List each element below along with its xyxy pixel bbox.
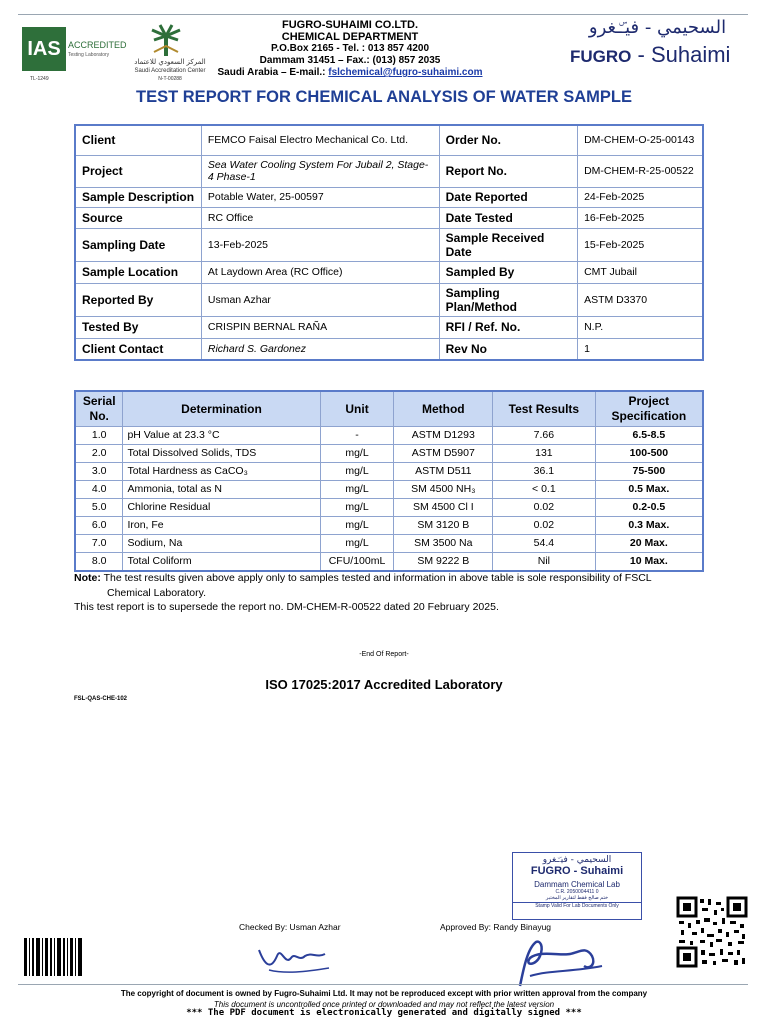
result-cell: Nil <box>493 553 596 572</box>
unit-cell: CFU/100mL <box>320 553 394 572</box>
serial-cell: 1.0 <box>75 427 123 445</box>
pobox-line: P.O.Box 2165 - Tel. : 013 857 4200 <box>270 43 430 54</box>
determination-cell: Total Coliform <box>123 553 320 572</box>
method-cell: ASTM D5907 <box>394 445 493 463</box>
uncontrolled-notice: This document is uncontrolled once printed or downloaded and may not reflect the latest version <box>213 1000 555 1009</box>
sampled-by-label: Sampled By <box>439 261 577 283</box>
sampling-plan-value: ASTM D3370 <box>578 283 703 316</box>
report-title: TEST REPORT FOR CHEMICAL ANALYSIS OF WATER SAMPLE <box>136 88 632 106</box>
sac-arabic-name: المركز السعودي للاعتماد <box>134 58 206 66</box>
qr-code-icon[interactable] <box>676 896 748 968</box>
result-cell: 54.4 <box>493 535 596 553</box>
method-cell: ASTM D1293 <box>394 427 493 445</box>
col-determination: Determination <box>123 391 320 427</box>
stamp-brand: FUGRO - Suhaimi <box>530 865 624 877</box>
col-test-results: Test Results <box>493 391 596 427</box>
iso-accreditation: ISO 17025:2017 Accredited Laboratory <box>265 677 503 692</box>
checker-signature-icon <box>255 936 335 978</box>
rfi-label: RFI / Ref. No. <box>439 316 577 338</box>
note-label: Note: <box>74 572 101 584</box>
brand-arabic: السحيمي - فيـۜـغرو <box>588 17 727 38</box>
report-value: DM-CHEM-R-25-00522 <box>578 155 703 187</box>
ias-number: TL-1249 <box>30 76 49 82</box>
brand-fugro: FUGRO <box>570 47 632 66</box>
sampling-plan-label: Sampling Plan/Method <box>439 283 577 316</box>
table-row <box>75 445 703 463</box>
result-cell: 0.02 <box>493 517 596 535</box>
email-line <box>200 67 500 79</box>
table-row <box>75 517 703 535</box>
unit-cell: - <box>320 427 394 445</box>
unit-cell: mg/L <box>320 535 394 553</box>
order-label: Order No. <box>439 125 577 155</box>
info-row <box>75 316 703 338</box>
form-code: FSL-QAS-CHE-102 <box>74 696 128 702</box>
col-specification: Project Specification <box>595 391 703 427</box>
table-row <box>75 553 703 572</box>
sampling-date-value: 13-Feb-2025 <box>201 228 439 261</box>
info-row <box>75 261 703 283</box>
sample-desc-label: Sample Description <box>75 187 201 207</box>
col-unit: Unit <box>320 391 394 427</box>
unit-cell: mg/L <box>320 517 394 535</box>
sample-desc-value: Potable Water, 25-00597 <box>201 187 439 207</box>
stamp-cr: C.R. 2050004411 0 <box>555 889 599 895</box>
determination-cell: Total Dissolved Solids, TDS <box>123 445 320 463</box>
client-contact-label: Client Contact <box>75 338 201 360</box>
checked-by: Checked By: Usman Azhar <box>239 922 341 932</box>
info-row <box>75 228 703 261</box>
result-cell: 0.02 <box>493 499 596 517</box>
method-cell: SM 3120 B <box>394 517 493 535</box>
rev-value: 1 <box>578 338 703 360</box>
ias-sub-text: Testing Laboratory <box>68 52 110 58</box>
company-header <box>200 19 500 79</box>
result-cell: 36.1 <box>493 463 596 481</box>
table-row <box>75 481 703 499</box>
spec-cell: 0.3 Max. <box>595 517 703 535</box>
company-name: FUGRO-SUHAIMI CO.LTD. <box>281 19 419 31</box>
method-cell: SM 4500 Cl I <box>394 499 493 517</box>
source-value: RC Office <box>201 207 439 228</box>
report-label: Report No. <box>439 155 577 187</box>
results-table <box>74 390 704 572</box>
table-row <box>75 427 703 445</box>
ias-logo: IAS <box>22 27 66 71</box>
determination-cell: Ammonia, total as N <box>123 481 320 499</box>
spec-cell: 75-500 <box>595 463 703 481</box>
stamp-lab: Dammam Chemical Lab <box>534 880 620 889</box>
determination-cell: Iron, Fe <box>123 517 320 535</box>
country-email-label: Saudi Arabia – E-mail.: <box>217 67 326 78</box>
order-value: DM-CHEM-O-25-00143 <box>578 125 703 155</box>
determination-cell: Sodium, Na <box>123 535 320 553</box>
serial-cell: 8.0 <box>75 553 123 572</box>
info-row <box>75 283 703 316</box>
result-cell: 7.66 <box>493 427 596 445</box>
sampled-by-value: CMT Jubail <box>578 261 703 283</box>
serial-cell: 3.0 <box>75 463 123 481</box>
result-cell: < 0.1 <box>493 481 596 499</box>
sample-location-value: At Laydown Area (RC Office) <box>201 261 439 283</box>
copyright-notice: The copyright of document is owned by Fugro-Suhaimi Ltd. It may not be reproduced except with prior written approval from the company <box>120 989 648 998</box>
serial-cell: 5.0 <box>75 499 123 517</box>
unit-cell: mg/L <box>320 499 394 517</box>
method-cell: SM 9222 B <box>394 553 493 572</box>
approver-signature-icon <box>510 936 610 990</box>
info-row <box>75 187 703 207</box>
sample-info-table <box>74 124 704 361</box>
brand-logo <box>570 42 755 68</box>
lab-stamp <box>512 852 642 920</box>
result-cell: 131 <box>493 445 596 463</box>
sample-location-label: Sample Location <box>75 261 201 283</box>
sample-received-value: 15-Feb-2025 <box>578 228 703 261</box>
department-name: CHEMICAL DEPARTMENT <box>281 31 419 43</box>
serial-cell: 2.0 <box>75 445 123 463</box>
date-tested-value: 16-Feb-2025 <box>578 207 703 228</box>
table-row <box>75 499 703 517</box>
barcode-icon <box>24 938 84 976</box>
client-value: FEMCO Faisal Electro Mechanical Co. Ltd. <box>201 125 439 155</box>
spec-cell: 0.5 Max. <box>595 481 703 499</box>
determination-cell: pH Value at 23.3 °C <box>123 427 320 445</box>
tested-by-label: Tested By <box>75 316 201 338</box>
stamp-arabic: السحيمي - فيـۜـغرو <box>542 855 612 865</box>
date-reported-label: Date Reported <box>439 187 577 207</box>
approved-by: Approved By: Randy Binayug <box>440 922 552 932</box>
method-cell: ASTM D511 <box>394 463 493 481</box>
unit-cell: mg/L <box>320 445 394 463</box>
project-value: Sea Water Cooling System For Jubail 2, Stage-4 Phase-1 <box>201 155 439 187</box>
date-reported-value: 24-Feb-2025 <box>578 187 703 207</box>
spec-cell: 20 Max. <box>595 535 703 553</box>
method-cell: SM 3500 Na <box>394 535 493 553</box>
reported-by-value: Usman Azhar <box>201 283 439 316</box>
method-cell: SM 4500 NH₃ <box>394 481 493 499</box>
brand-suhaimi: - Suhaimi <box>631 42 731 67</box>
sample-received-label: Sample Received Date <box>439 228 577 261</box>
stamp-valid: Stamp Valid For Lab Documents Only <box>513 902 641 909</box>
reported-by-label: Reported By <box>75 283 201 316</box>
end-of-report: -End Of Report- <box>359 651 409 658</box>
serial-cell: 4.0 <box>75 481 123 499</box>
address-line: Dammam 31451 – Fax.: (013) 857 2035 <box>259 55 441 66</box>
top-rule <box>18 14 748 15</box>
project-label: Project <box>75 155 201 187</box>
results-header-row <box>75 391 703 427</box>
spec-cell: 0.2-0.5 <box>595 499 703 517</box>
determination-cell: Total Hardness as CaCO₃ <box>123 463 320 481</box>
supersede-note: This test report is to supersede the report no. DM-CHEM-R-00522 dated 20 February 2025. <box>74 601 499 613</box>
stamp-arabic-line: ختم صالح فقط لتقارير المختبر <box>545 895 609 901</box>
info-row <box>75 125 703 155</box>
client-contact-value: Richard S. Gardonez <box>201 338 439 360</box>
source-label: Source <box>75 207 201 228</box>
info-row <box>75 207 703 228</box>
sampling-date-label: Sampling Date <box>75 228 201 261</box>
spec-cell: 6.5-8.5 <box>595 427 703 445</box>
spec-cell: 100-500 <box>595 445 703 463</box>
rfi-value: N.P. <box>578 316 703 338</box>
unit-cell: mg/L <box>320 481 394 499</box>
email-link[interactable]: fslchemical@fugro-suhaimi.com <box>328 67 483 78</box>
sac-number: N-T-00288 <box>158 76 182 82</box>
note-line-1: The test results given above apply only to samples tested and information in above table is sole responsibility of FSCL <box>100 572 652 584</box>
pdf-signed-notice: *** The PDF document is electronically generated and digitally signed *** <box>186 1008 582 1018</box>
ias-accredited-text: ACCREDITED <box>68 40 127 50</box>
sac-palm-icon <box>146 22 186 58</box>
date-tested-label: Date Tested <box>439 207 577 228</box>
note-line-1b: Chemical Laboratory. <box>107 587 207 599</box>
table-row <box>75 463 703 481</box>
serial-cell: 6.0 <box>75 517 123 535</box>
info-row <box>75 338 703 360</box>
determination-cell: Chlorine Residual <box>123 499 320 517</box>
spec-cell: 10 Max. <box>595 553 703 572</box>
rev-label: Rev No <box>439 338 577 360</box>
note-block <box>74 571 714 601</box>
sac-english-name: Saudi Accreditation Center <box>134 68 206 74</box>
serial-cell: 7.0 <box>75 535 123 553</box>
unit-cell: mg/L <box>320 463 394 481</box>
col-method: Method <box>394 391 493 427</box>
tested-by-value: CRISPIN BERNAL RAÑA <box>201 316 439 338</box>
info-row <box>75 155 703 187</box>
client-label: Client <box>75 125 201 155</box>
footer-rule <box>18 984 748 985</box>
col-serial: Serial No. <box>75 391 123 427</box>
table-row <box>75 535 703 553</box>
